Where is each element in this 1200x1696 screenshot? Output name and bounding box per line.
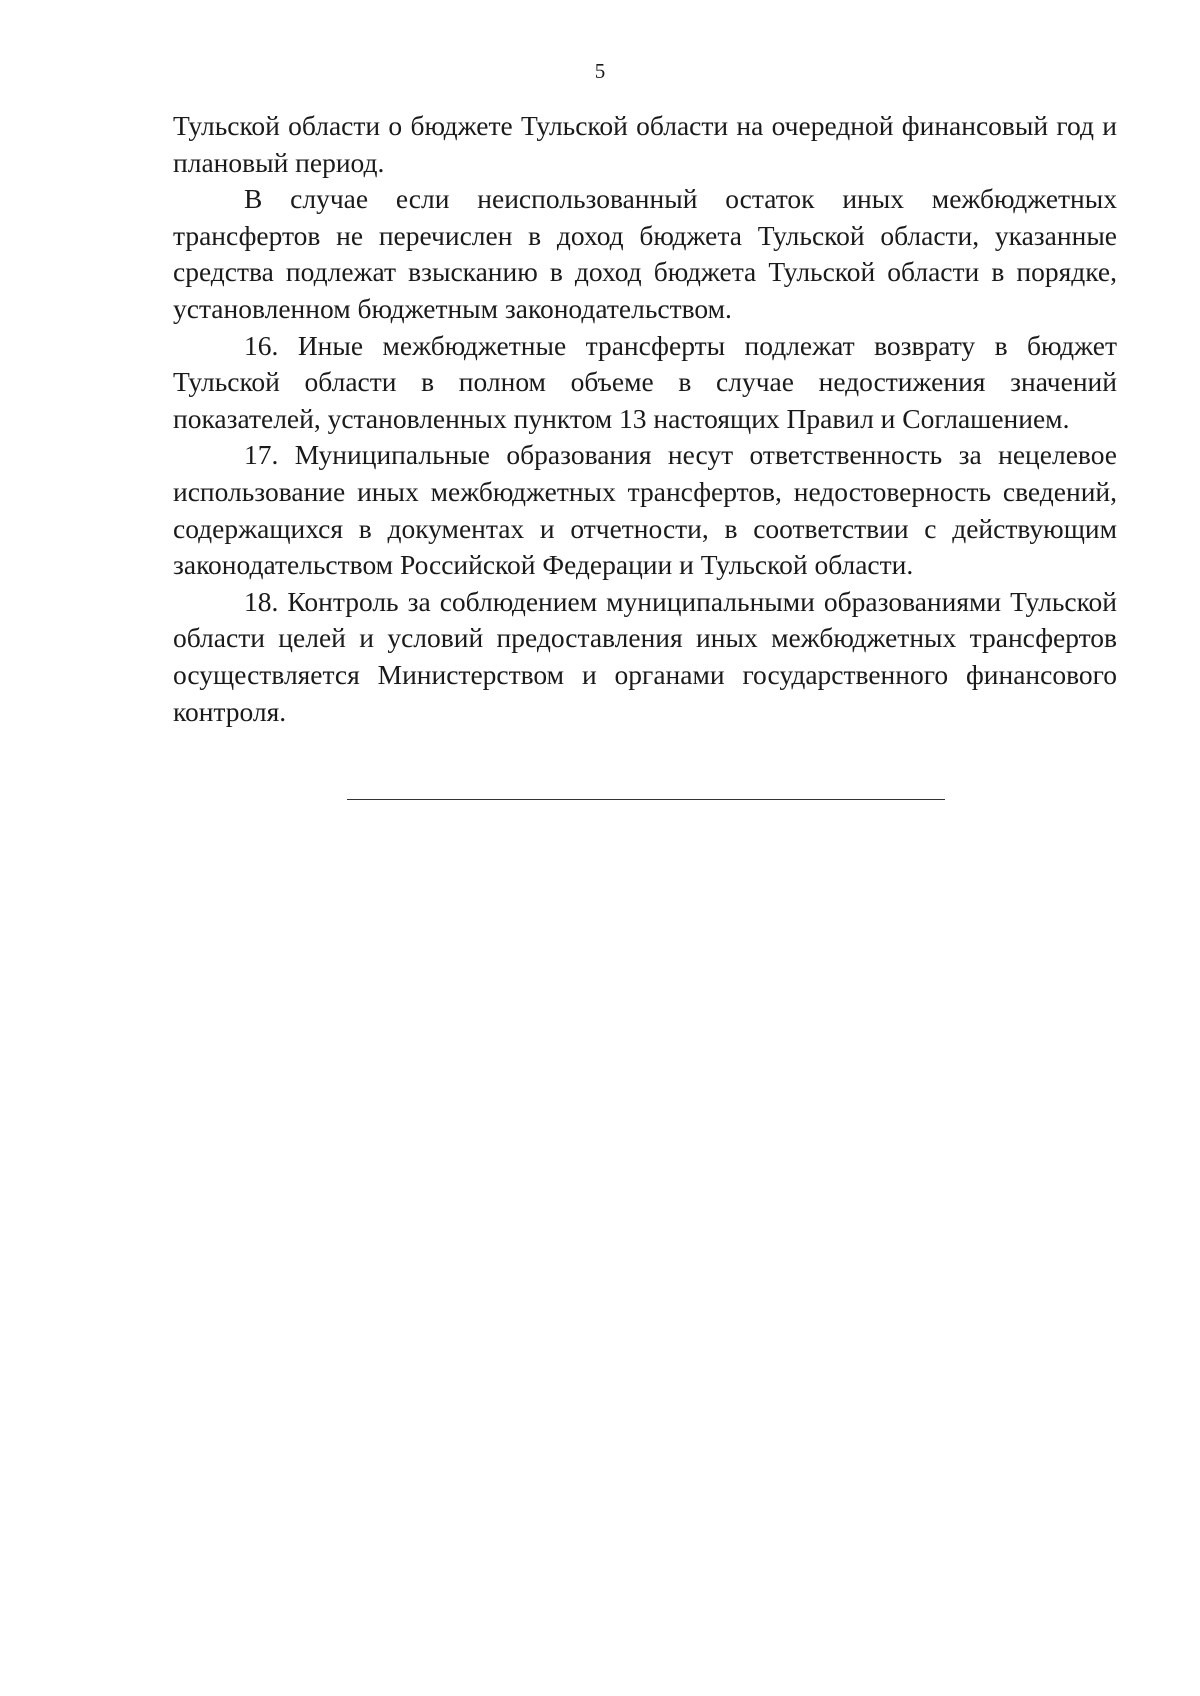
document-body [173,108,1117,730]
end-of-text-rule [347,799,945,800]
page-number: 5 [594,59,606,83]
paragraph-continuation: Тульской области о бюджете Тульской области на очередной финансовый год и плановый период. [173,110,1117,178]
paragraph-unused-balance: В случае если неиспользованный остаток иных межбюджетных трансфертов не перечислен в доход бюджета Тульской области, указанные средства подлежат взысканию в доход бюджета Тульской области в порядке, установленном бюджетным законодательством. [173,183,1117,324]
paragraph-item-17: 17. Муниципальные образования несут ответственность за нецелевое использование иных межбюджетных трансфертов, недостоверность сведений, содержащихся в документах и отчетности, в соответствии с действующим законодательством Российской Федерации и Тульской области. [173,439,1117,581]
paragraph-item-16: 16. Иные межбюджетные трансферты подлежат возврату в бюджет Тульской области в полном объеме в случае недостижения значений показателей, установленных пунктом 13 настоящих Правил и Соглашением. [173,329,1117,434]
paragraph-item-18: 18. Контроль за соблюдением муниципальными образованиями Тульской области целей и условий предоставления иных межбюджетных трансфертов осуществляется Министерством и органами государственного финансового контроля. [173,585,1117,727]
